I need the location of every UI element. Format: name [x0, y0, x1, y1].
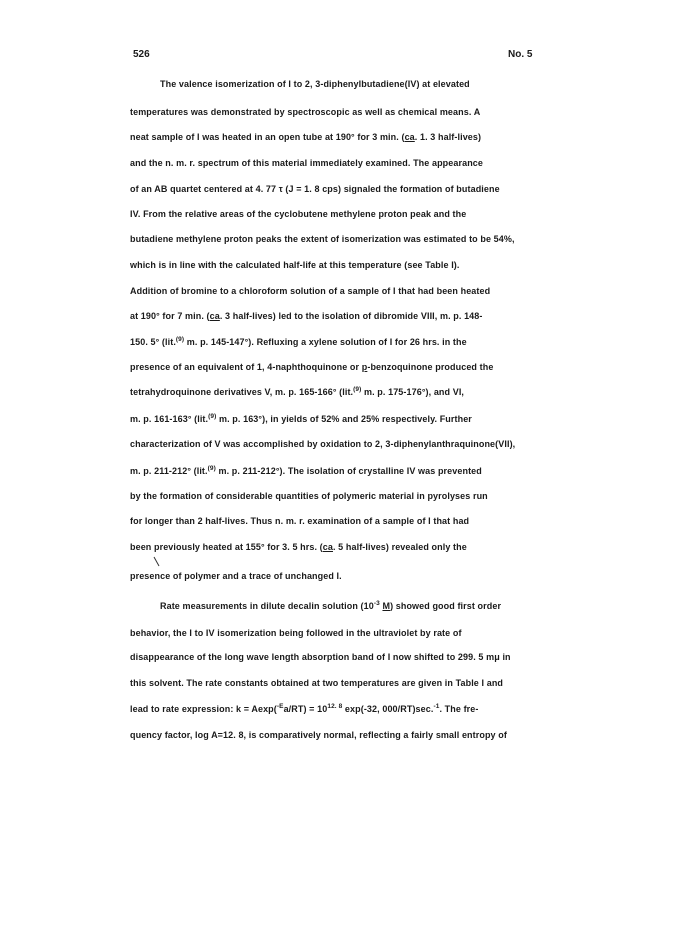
text-line: butadiene methylene proton peaks the extent of isomerization was estimated to be 54%, [130, 234, 515, 244]
citation-ref: (9) [353, 386, 362, 393]
text-line: 150. 5° (lit.$^{(9)}$ m. p. 145-147°). Refluxing a xylene solution of I for 26 hrs. in the [130, 336, 467, 347]
text-line: Addition of bromine to a chloroform solution of a sample of I that had been heated [130, 286, 491, 296]
citation-ref: (9) [175, 336, 185, 343]
text-line: Rate measurements in dilute decalin solution ($10^{-3}$ M) showed good first order [160, 600, 502, 611]
text-line: for longer than 2 half-lives. Thus n. m. r. examination of a sample of I that had [130, 516, 470, 526]
citation-ref: (9) [208, 413, 217, 420]
pen-mark-icon [152, 556, 162, 568]
text-line: m. p. 211-212° (lit.$^{(9)}$ m. p. 211-212°). The isolation of crystalline IV was prevented [130, 465, 482, 476]
text-line: and the n. m. r. spectrum of this material immediately examined. The appearance [130, 158, 484, 168]
text-line: The valence isomerization of I to 2, 3-diphenylbutadiene(IV) at elevated [160, 79, 470, 89]
text-line: which is in line with the calculated half-life at this temperature (see Table I). [130, 260, 460, 270]
text-line: quency factor, log A=12. 8, is comparatively normal, reflecting a fairly small entropy of [130, 730, 507, 740]
text-line: IV. From the relative areas of the cyclobutene methylene proton peak and the [130, 209, 467, 219]
text-line: m. p. 161-163° (lit.$^{(9)}$ m. p. 163°), in yields of 52% and 25% respectively. Further [130, 413, 472, 424]
text-line: neat sample of I was heated in an open tube at 190° for 3 min. (ca. 1. 3 half-lives) [130, 132, 482, 142]
text-line: behavior, the I to IV isomerization being followed in the ultraviolet by rate of [130, 628, 462, 638]
text-line: at 190° for 7 min. (ca. 3 half-lives) led to the isolation of dibromide VIII, m. p. 148- [130, 311, 483, 321]
text-line: disappearance of the long wave length absorption band of I now shifted to 299. 5 mμ in [130, 652, 511, 662]
text-line: of an AB quartet centered at 4. 77 τ (J = 1. 8 cps) signaled the formation of butadiene [130, 184, 500, 194]
text-line: by the formation of considerable quantities of polymeric material in pyrolyses run [130, 491, 488, 501]
text-line: presence of polymer and a trace of unchanged I. [130, 571, 342, 581]
text-line: temperatures was demonstrated by spectroscopic as well as chemical means. A [130, 107, 481, 117]
page-number: 526 [133, 49, 150, 60]
text-line: been previously heated at 155° for 3. 5 hrs. (ca. 5 half-lives) revealed only the [130, 542, 467, 552]
citation-ref: (9) [207, 465, 216, 472]
text-line: tetrahydroquinone derivatives V, m. p. 165-166° (lit.$^{(9)}$ m. p. 175-176°), and VI, [130, 386, 465, 397]
text-line: lead to rate expression: $k = Aexp(^{-E}a/RT) = 10^{12. 8}$ exp(-32, 000/RT)sec.$^{-1}$. The fre- [130, 703, 479, 714]
text-line: characterization of V was accomplished by oxidation to 2, 3-diphenylanthraquinone(VII), [130, 439, 516, 449]
text-line: this solvent. The rate constants obtained at two temperatures are given in Table I and [130, 678, 504, 688]
issue-number: No. 5 [508, 49, 533, 60]
text-line: presence of an equivalent of 1, 4-naphthoquinone or p-benzoquinone produced the [130, 362, 494, 372]
